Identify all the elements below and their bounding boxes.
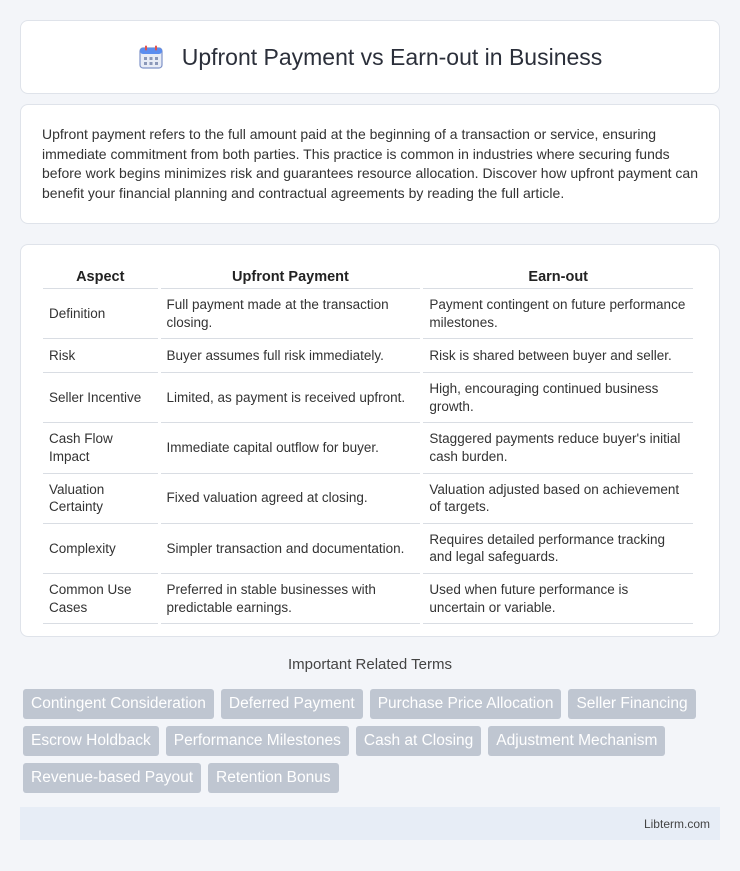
- table-header-row: [43, 265, 693, 289]
- tag-revenue-based-payout[interactable]: Revenue-based Payout: [23, 763, 201, 793]
- cell-aspect: Cash Flow Impact: [43, 423, 158, 473]
- cell-earnout: High, encouraging continued business growth.: [423, 373, 693, 423]
- cell-upfront: Full payment made at the transaction closing.: [161, 289, 421, 339]
- cell-aspect: Definition: [43, 289, 158, 339]
- cell-earnout: Used when future performance is uncertain or variable.: [423, 574, 693, 624]
- tag-cash-at-closing[interactable]: Cash at Closing: [356, 726, 481, 756]
- tag-deferred-payment[interactable]: Deferred Payment: [221, 689, 363, 719]
- cell-upfront: Fixed valuation agreed at closing.: [161, 474, 421, 524]
- tag-seller-financing[interactable]: Seller Financing: [568, 689, 695, 719]
- table-row: [43, 423, 693, 473]
- comparison-card: [20, 244, 720, 637]
- tag-contingent-consideration[interactable]: Contingent Consideration: [23, 689, 214, 719]
- table-row: [43, 373, 693, 423]
- header-upfront: Upfront Payment: [161, 265, 421, 289]
- cell-aspect: Common Use Cases: [43, 574, 158, 624]
- footer-site-link[interactable]: Libterm.com: [643, 817, 710, 831]
- cell-earnout: Staggered payments reduce buyer's initial cash burden.: [423, 423, 693, 473]
- calendar-icon: [138, 44, 164, 70]
- cell-earnout: Payment contingent on future performance milestones.: [423, 289, 693, 339]
- header-aspect: Aspect: [43, 265, 158, 289]
- cell-earnout: Requires detailed performance tracking and legal safeguards.: [423, 524, 693, 574]
- cell-upfront: Preferred in stable businesses with predictable earnings.: [161, 574, 421, 624]
- cell-aspect: Risk: [43, 339, 158, 373]
- tag-retention-bonus[interactable]: Retention Bonus: [208, 763, 339, 793]
- cell-earnout: Risk is shared between buyer and seller.: [423, 339, 693, 373]
- related-terms-list: [23, 689, 723, 800]
- tag-performance-milestones[interactable]: Performance Milestones: [166, 726, 349, 756]
- tag-escrow-holdback[interactable]: Escrow Holdback: [23, 726, 159, 756]
- page-title: Upfront Payment vs Earn-out in Business: [181, 43, 603, 70]
- cell-upfront: Buyer assumes full risk immediately.: [161, 339, 421, 373]
- cell-aspect: Valuation Certainty: [43, 474, 158, 524]
- cell-aspect: Complexity: [43, 524, 158, 574]
- table-row: [43, 289, 693, 339]
- cell-upfront: Simpler transaction and documentation.: [161, 524, 421, 574]
- cell-earnout: Valuation adjusted based on achievement of targets.: [423, 474, 693, 524]
- table-row: [43, 574, 693, 624]
- tag-adjustment-mechanism[interactable]: Adjustment Mechanism: [488, 726, 665, 756]
- cell-upfront: Immediate capital outflow for buyer.: [161, 423, 421, 473]
- table-row: [43, 339, 693, 373]
- table-row: [43, 474, 693, 524]
- tag-purchase-price-allocation[interactable]: Purchase Price Allocation: [370, 689, 562, 719]
- footer: [20, 807, 720, 840]
- comparison-table: [40, 265, 696, 624]
- intro-text: Upfront payment refers to the full amount paid at the beginning of a transaction or service, ensuring immediate commitment from both parties. This practice is common in industries where securing funds before work begins minimizes risk and guarantees resource allocation. Discover how upfront payment can benefit your financial planning and contractual agreements by reading the full article.: [42, 126, 698, 201]
- title-card: [20, 20, 720, 94]
- table-row: [43, 524, 693, 574]
- header-earnout: Earn-out: [423, 265, 693, 289]
- related-terms-title: Important Related Terms: [288, 656, 452, 673]
- cell-aspect: Seller Incentive: [43, 373, 158, 423]
- cell-upfront: Limited, as payment is received upfront.: [161, 373, 421, 423]
- intro-card: [20, 104, 720, 224]
